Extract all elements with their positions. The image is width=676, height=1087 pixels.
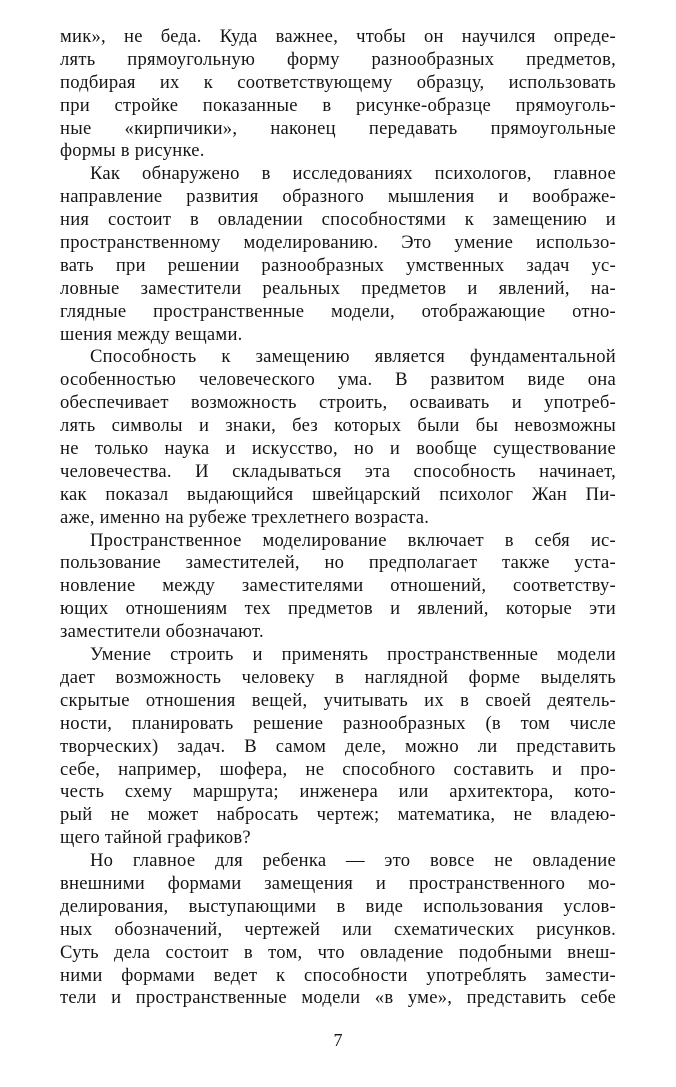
text-line: ловные заместители реальных предметов и явлений, на- <box>60 277 616 299</box>
text-line: аже, именно на рубеже трехлетнего возраста. <box>60 506 430 528</box>
text-line: Способность к замещению является фундаментальной <box>90 346 616 368</box>
text-line: честь схему маршрута; инженера или архитектора, кото- <box>60 781 616 803</box>
text-line: пространственному моделированию. Это умение использо- <box>60 232 616 254</box>
page-number: 7 <box>333 1030 343 1050</box>
text-line: тели и пространственные модели «в уме», представить себе <box>60 987 616 1009</box>
text-line: глядные пространственные модели, отображающие отно- <box>60 300 616 322</box>
text-line: Пространственное моделирование включает в себя ис- <box>90 529 616 551</box>
text-line: щего тайной графиков? <box>60 827 251 849</box>
paragraph-5 <box>60 644 616 850</box>
text-line: творческих) задач. В самом деле, можно ли представить <box>60 735 616 757</box>
text-line: лять прямоугольную форму разнообразных предметов, <box>60 48 616 70</box>
text-line: формы в рисунке. <box>60 140 205 162</box>
text-line: человечества. И складываться эта способность начинает, <box>60 460 616 482</box>
text-line: себе, например, шофера, не способного составить и про- <box>60 758 616 780</box>
text-line: особенностью человеческого ума. В развитом виде она <box>60 369 616 391</box>
text-line: Умение строить и применять пространственные модели <box>90 644 616 666</box>
text-line: заместители обозначают. <box>60 621 264 643</box>
text-line: дает возможность человеку в наглядной форме выделять <box>60 666 616 688</box>
text-line: лять символы и знаки, без которых были бы невозможны <box>60 415 616 437</box>
paragraph-6 <box>60 850 616 1010</box>
text-line: ними формами ведет к способности употреблять замести- <box>60 964 616 986</box>
text-line: подбирая их к соответствующему образцу, использовать <box>60 71 616 93</box>
text-line: обеспечивает возможность строить, осваивать и употреб- <box>60 392 616 414</box>
text-line: не только наука и искусство, но и вообще существование <box>60 438 616 460</box>
text-line: Но главное для ребенка — это вовсе не овладение <box>90 850 616 872</box>
text-line: пользование заместителей, но предполагает также уста- <box>60 552 616 574</box>
text-line: при стройке показанные в рисунке-образце прямоуголь- <box>60 94 616 116</box>
text-line: рый не может набросать чертеж; математика, не владею- <box>60 804 616 826</box>
paragraph-1 <box>60 26 616 163</box>
text-line: ния состоит в овладении способностями к замещению и <box>60 209 616 231</box>
text-line: шения между вещами. <box>60 323 243 345</box>
text-line: как показал выдающийся швейцарский психолог Жан Пи- <box>60 483 616 505</box>
text-line: ности, планировать решение разнообразных (в том числе <box>60 712 616 734</box>
text-line: внешними формами замещения и пространственного мо- <box>60 872 616 894</box>
text-line: вать при решении разнообразных умственных задач ус- <box>60 254 616 276</box>
text-line: ющих отношениям тех предметов и явлений, которые эти <box>60 598 616 620</box>
text-line: делирования, выступающими в виде использования услов- <box>60 895 616 917</box>
text-line: ных обозначений, чертежей или схематических рисунков. <box>60 918 616 940</box>
text-line: мик», не беда. Куда важнее, чтобы он научился опреде- <box>60 26 616 47</box>
paragraph-4 <box>60 530 616 644</box>
paragraph-2 <box>60 163 616 346</box>
text-line: ные «кирпичики», наконец передавать прямоугольные <box>60 117 616 139</box>
paragraph-3 <box>60 346 616 529</box>
text-line: скрытые отношения вещей, учитывать их в своей деятель- <box>60 689 616 711</box>
text-line: направление развития образного мышления и воображе- <box>60 186 616 208</box>
text-line: Как обнаружено в исследованиях психологов, главное <box>90 163 616 185</box>
text-line: новление между заместителями отношений, соответству- <box>60 575 616 597</box>
text-line: Суть дела состоит в том, что овладение подобными внеш- <box>60 941 616 963</box>
page-body <box>60 26 616 1010</box>
